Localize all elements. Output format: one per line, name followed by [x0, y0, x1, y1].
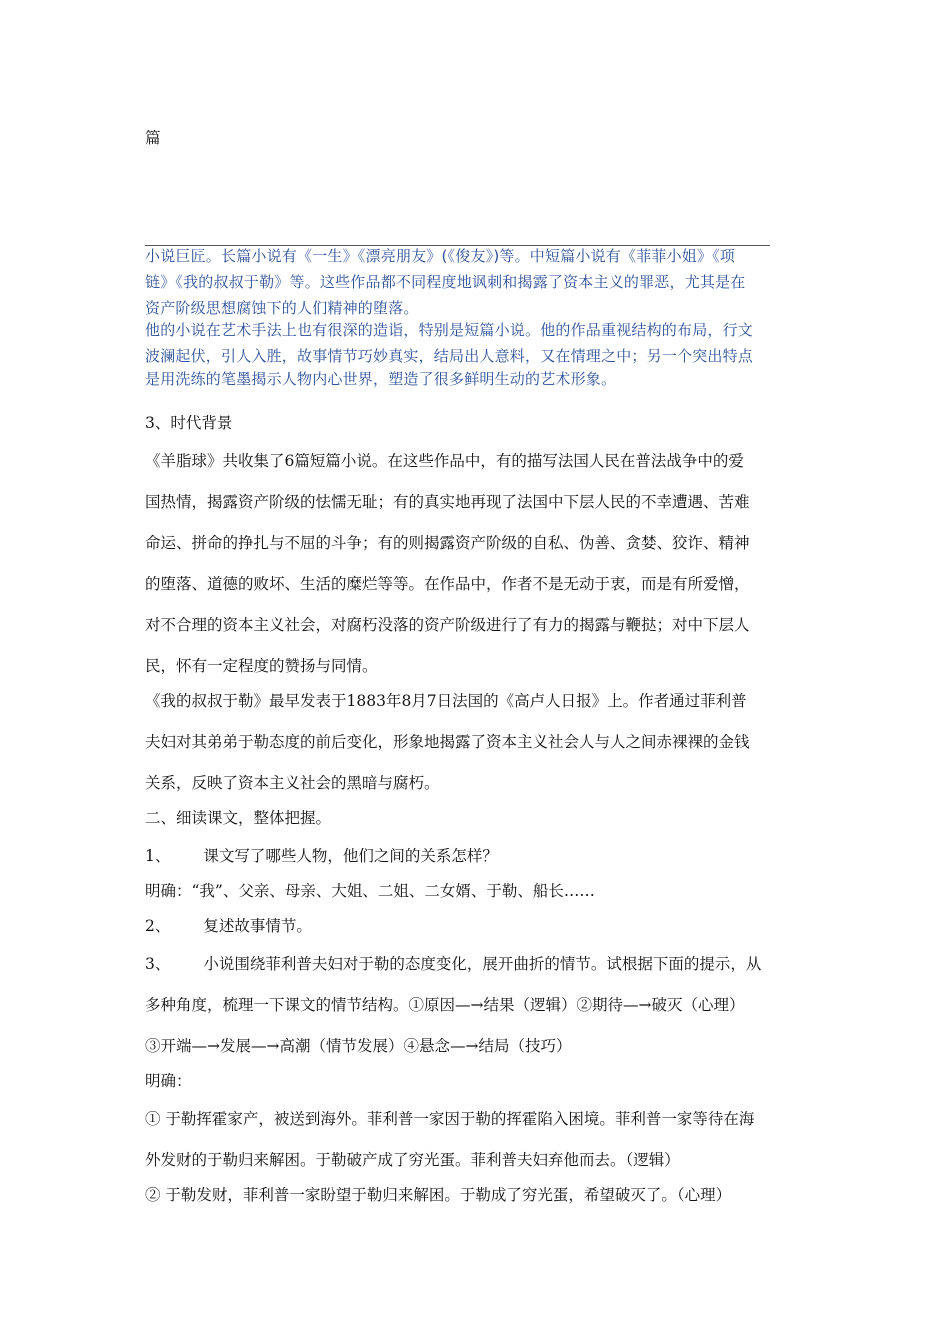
question-text: 小说围绕菲利普夫妇对于勒的态度变化，展开曲折的情节。试根据下面的提示，从 [203, 955, 762, 973]
question-text: 复述故事情节。 [203, 917, 312, 935]
answer-item: ① 于勒挥霍家产，被送到海外。菲利普一家因于勒的挥霍陷入困境。菲利普一家等待在海 [145, 1110, 755, 1128]
author-intro-line: 他的小说在艺术手法上也有很深的造诣，特别是短篇小说。他的作品重视结构的布局，行文 [145, 321, 754, 339]
paragraph-line: 夫妇对其弟弟于勒态度的前后变化，形象地揭露了资本主义社会人与人之间赤裸裸的金钱 [145, 733, 750, 751]
question-1 [145, 846, 498, 866]
paragraph-line: 民，怀有一定程度的赞扬与同情。 [145, 657, 378, 675]
section-heading: 3、时代背景 [145, 414, 233, 432]
paragraph-line: 多种角度，梳理一下课文的情节结构。①原因—→结果（逻辑）②期待—→破灭（心理） [145, 996, 745, 1014]
paragraph-line: 《羊脂球》共收集了6篇短篇小说。在这些作品中，有的描写法国人民在普法战争中的爱 [145, 452, 744, 470]
question-number: 2、 [145, 917, 171, 935]
paragraph-line: ③开端—→发展—→高潮（情节发展）④悬念—→结局（技巧） [145, 1037, 572, 1055]
paragraph-line: 国热情，揭露资产阶级的怯懦无耻；有的真实地再现了法国中下层人民的不幸遭遇、苦难 [145, 493, 750, 511]
author-intro-line: 资产阶级思想腐蚀下的人们精神的堕落。 [145, 299, 419, 317]
answer-item: 外发财的于勒归来解困。于勒破产成了穷光蛋。菲利普夫妇弃他而去。（逻辑） [145, 1151, 680, 1169]
paragraph-line: 的堕落、道德的败坏、生活的糜烂等等。在作品中，作者不是无动于衷，而是有所爱憎， [145, 575, 750, 593]
header-fragment: 篇 [145, 129, 161, 147]
author-intro-line: 波澜起伏，引人入胜，故事情节巧妙真实，结局出人意料，又在情理之中；另一个突出特点 [145, 347, 754, 365]
paragraph-line: 命运、拼命的挣扎与不屈的斗争；有的则揭露资产阶级的自私、伪善、贪婪、狡诈、精神 [145, 534, 750, 552]
answer-label: 明确： [145, 1072, 192, 1090]
author-intro-line: 是用洗练的笔墨揭示人物内心世界，塑造了很多鲜明生动的艺术形象。 [145, 370, 617, 388]
paragraph-line: 关系，反映了资本主义社会的黑暗与腐朽。 [145, 774, 440, 792]
part-heading: 二、细读课文，整体把握。 [145, 809, 332, 827]
paragraph-line: 对不合理的资本主义社会，对腐朽没落的资产阶级进行了有力的揭露与鞭挞；对中下层人 [145, 616, 750, 634]
question-2 [145, 916, 312, 936]
paragraph-line: 《我的叔叔于勒》最早发表于1883年8月7日法国的《高卢人日报》上。作者通过菲利普 [145, 692, 747, 710]
question-number: 1、 [145, 847, 171, 865]
answer-1: 明确：“我”、父亲、母亲、大姐、二姐、二女婿、于勒、船长…… [145, 882, 595, 900]
author-intro-line: 小说巨匠。长篇小说有《一生》《漂亮朋友》(《俊友》)等。中短篇小说有《菲菲小姐》《项 [145, 247, 736, 265]
answer-item: ② 于勒发财，菲利普一家盼望于勒归来解困。于勒成了穷光蛋，希望破灭了。（心理） [145, 1186, 732, 1204]
question-text: 课文写了哪些人物，他们之间的关系怎样？ [203, 847, 498, 865]
question-number: 3、 [145, 955, 171, 973]
author-intro-line: 链》《我的叔叔于勒》等。这些作品都不同程度地讽刺和揭露了资本主义的罪恶，尤其是在 [145, 273, 746, 291]
question-3 [145, 954, 761, 974]
